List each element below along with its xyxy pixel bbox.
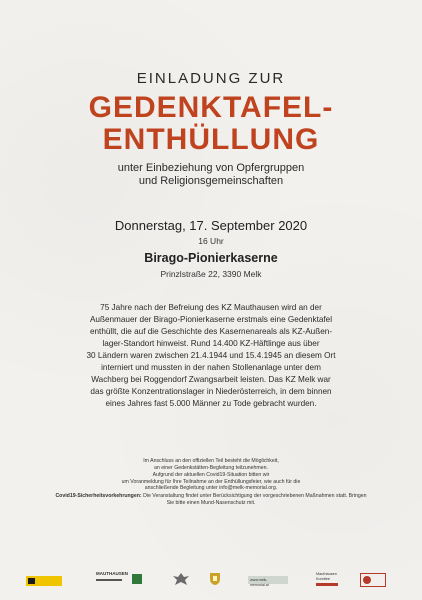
covid-text: Die Veranstaltung findet unter Berücksichtigung der vorgeschriebenen Maßnahmen statt. Bringen Sie bitte einen Mund-Nasenschutz mit. — [141, 493, 367, 506]
bar-icon — [28, 578, 35, 584]
body-line: interniert und mussten in der nahen Stollenanlage unter dem — [101, 363, 321, 372]
note-line: um Voranmeldung für Ihre Teilnahme an der Enthüllungsfeier, wie auch für die — [121, 478, 301, 485]
invitation-line: EINLADUNG ZUR — [136, 70, 286, 87]
note-line: an einer Gedenkstätten-Begleitung teilzunehmen. — [154, 464, 268, 471]
body-line: enthüllt, die auf die Geschichte des Kasernenareals als KZ-Außen- — [89, 327, 333, 336]
melk-memorial-logo — [248, 576, 288, 587]
note-line: Im Anschluss an den offiziellen Teil besteht die Möglichkeit, — [143, 458, 279, 464]
body-line: 75 Jahre nach der Befreiung des KZ Mauthausen wird an der — [100, 303, 322, 312]
eagle-icon — [172, 572, 190, 586]
body-line: eines Jahres fast 5.000 Männer zu Tode gebracht wurden. — [105, 399, 317, 408]
coat-of-arms-icon — [208, 572, 222, 586]
headline-line-1: GEDENKTAFEL- — [88, 91, 334, 124]
body-line: das größte Konzentrationslager in Niederösterreich, in dem binnen — [90, 387, 332, 396]
melk-memorial-logo-text: www.melk-memorial.at — [250, 578, 269, 587]
body-line: Wachberg bei Roggendorf Zwangsarbeit leisten. Das KZ Melk war — [91, 375, 331, 384]
body-line: Außenmauer der Birago-Pionierkaserne erstmals eine Gedenktafel — [89, 315, 333, 324]
mauthausen-logo-text: MAUTHAUSEN — [96, 571, 128, 576]
green-shield-logo — [132, 574, 142, 584]
note-registration — [60, 472, 362, 492]
subtitle-line-2: und Religionsgemeinschaften — [138, 175, 284, 187]
eagle-emblem-logo — [172, 572, 190, 586]
body-line: lager-Standort hinweist. Rund 14.400 KZ-Häftlinge aus über — [102, 339, 320, 348]
red-outline-logo — [360, 573, 386, 587]
body-line: 30 Ländern waren zwischen 21.4.1944 und 15.4.1945 an diesem Ort — [86, 351, 336, 360]
note-guided-tour — [60, 458, 362, 471]
subtitle — [0, 162, 422, 188]
logo-bar — [316, 583, 338, 586]
yellow-sponsor-logo — [26, 576, 62, 586]
covid-notice — [55, 493, 367, 506]
note-line: Aufgrund der aktuellen Covid19-Situation bitten wir — [152, 472, 270, 478]
coat-of-arms-logo — [208, 572, 222, 586]
event-venue: Birago-Pionierkaserne — [144, 251, 278, 265]
covid-label: Covid19-Sicherheitsvorkehrungen: — [55, 493, 142, 499]
event-date: Donnerstag, 17. September 2020 — [114, 218, 308, 233]
event-address: Prinzlstraße 22, 3390 Melk — [160, 269, 262, 279]
note-line: anschließende Begleitung unter info@melk-memorial.org. — [144, 485, 278, 491]
subtitle-line-1: unter Einbeziehung von Opfergruppen — [117, 162, 305, 174]
mauthausen-komitee-logo-text: Mauthausen Komitee — [316, 572, 337, 581]
mauthausen-komitee-logo — [316, 572, 346, 586]
red-dot-icon — [363, 576, 371, 584]
logo-underline — [96, 579, 122, 581]
mauthausen-logo — [96, 571, 128, 581]
body-paragraph — [26, 302, 396, 410]
headline-line-2: ENTHÜLLUNG — [102, 123, 320, 156]
sponsor-logos — [26, 570, 396, 590]
event-time: 16 Uhr — [198, 236, 224, 246]
